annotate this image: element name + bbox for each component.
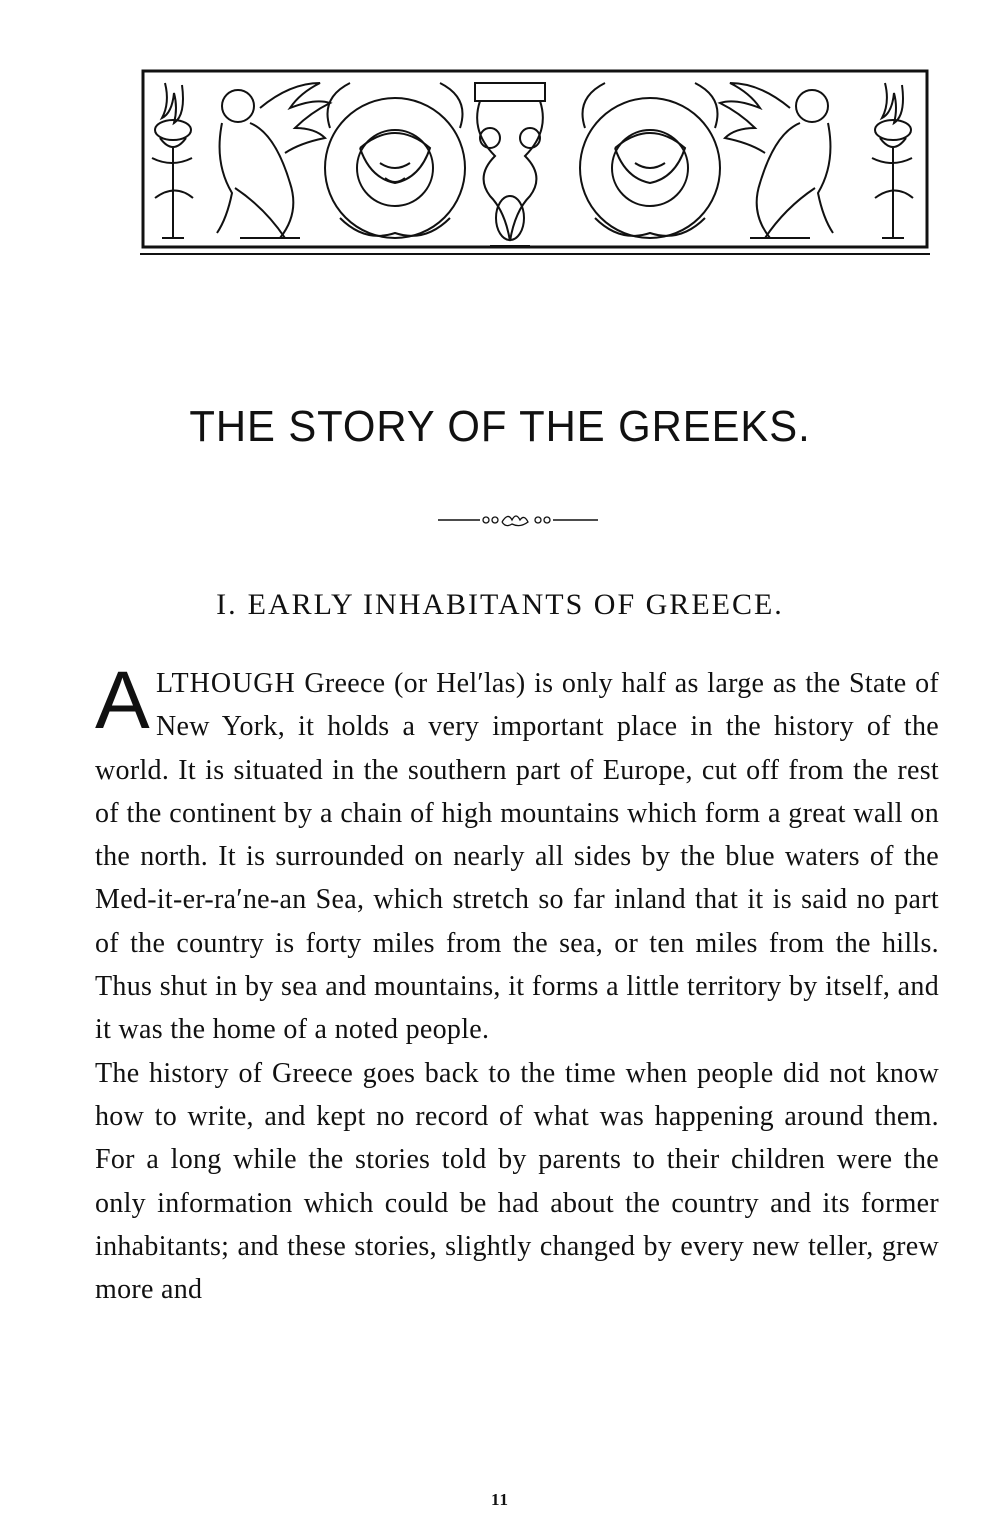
body-text: [95, 655, 939, 1311]
drop-cap: A: [95, 655, 150, 746]
ornamental-divider-icon: [438, 510, 598, 530]
chapter-number: I.: [216, 588, 238, 621]
page-number: 11: [490, 1490, 510, 1509]
lead-caps: LTHOUGH: [156, 668, 296, 699]
paragraph-2: The history of Greece goes back to the time when people did not know how to write, and kept no record of what was happening around them. For a long while the stories told by parents to their children were the only information which could be had about the country and its former inhabitants; and these stories, slightly changed by every new teller, grew more and: [95, 1057, 939, 1306]
paragraph-1-text: Greece (or Hel′las) is only half as large as the State of New York, it holds a very important place in the history of the world. It is situated in the southern part of Europe, cut off from the rest of the continent by a chain of high mountains which form a great wall on the north. It is surrounded on nearly all sides by the blue waters of the Med-it-er-ra′ne-an Sea, which stretch so far inland that it is said no part of the country is forty miles from the sea, or ten miles from the hills. Thus shut in by sea and mountains, it forms a little territory by itself, and it was the home of a noted people.: [95, 668, 939, 1046]
paragraph-1: [95, 655, 939, 1052]
page-title: THE STORY OF THE GREEKS.: [189, 402, 811, 451]
chapter-title: EARLY INHABITANTS OF GREECE.: [247, 588, 784, 621]
classical-frieze-griffins-vase-icon: [140, 68, 930, 258]
chapter-heading: [0, 588, 1000, 622]
